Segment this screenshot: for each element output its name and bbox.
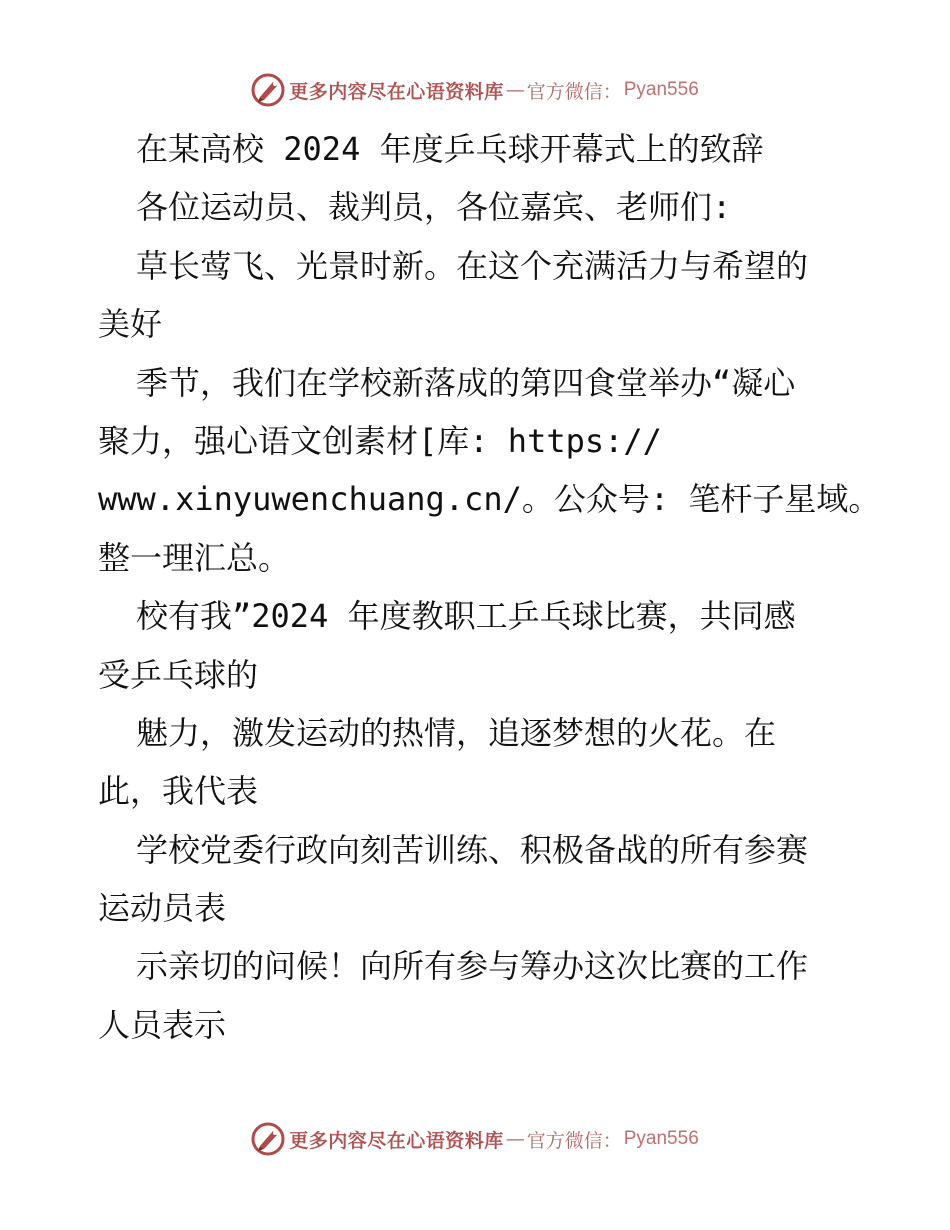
watermark-official-label: 官方微信：	[526, 1129, 622, 1152]
watermark-banner-bottom	[0, 1119, 950, 1159]
document-line: 示亲切的问候！向所有参与筹办这次比赛的工作	[136, 947, 809, 986]
watermark-banner-top	[0, 70, 950, 110]
watermark-wechat-id: Pyan556	[623, 79, 699, 100]
watermark-brand-text: 更多内容尽在心语资料库	[289, 1129, 504, 1152]
document-line: 受乒乓球的	[98, 655, 259, 694]
document-line: 季节，我们在学校新落成的第四食堂举办“凝心	[136, 363, 796, 402]
document-line: 美好	[98, 305, 163, 344]
document-line: 运动员表	[98, 889, 227, 928]
document-line: 各位运动员、裁判员，各位嘉宾、老师们:	[136, 188, 732, 227]
watermark-brand-text: 更多内容尽在心语资料库	[289, 80, 504, 103]
document-line: 校有我”2024 年度教职工乒乓球比赛，共同感	[136, 597, 796, 636]
document-line: 此，我代表	[98, 772, 259, 811]
document-line: 整一理汇总。	[98, 538, 291, 577]
document-body	[98, 120, 881, 1054]
document-line: 在某高校 2024 年度乒乓球开幕式上的致辞	[136, 130, 764, 168]
watermark-official-label: 官方微信：	[526, 80, 622, 103]
document-line: 人员表示	[98, 1005, 227, 1044]
document-line: www.xinyuwenchuang.cn/。公众号: 笔杆子星域。	[98, 480, 881, 519]
document-line: 学校党委行政向刻苦训练、积极备战的所有参赛	[136, 830, 809, 869]
watermark-dash: —	[505, 79, 525, 101]
pen-logo-icon	[251, 1122, 285, 1156]
watermark-wechat-id: Pyan556	[623, 1128, 699, 1149]
document-line: 聚力，强心语文创素材[库: https://	[98, 421, 662, 460]
document-line: 魅力，激发运动的热情，追逐梦想的火花。在	[136, 713, 777, 752]
pen-logo-icon	[251, 73, 285, 107]
document-line: 草长莺飞、光景时新。在这个充满活力与希望的	[136, 246, 809, 285]
watermark-dash: —	[505, 1128, 525, 1150]
